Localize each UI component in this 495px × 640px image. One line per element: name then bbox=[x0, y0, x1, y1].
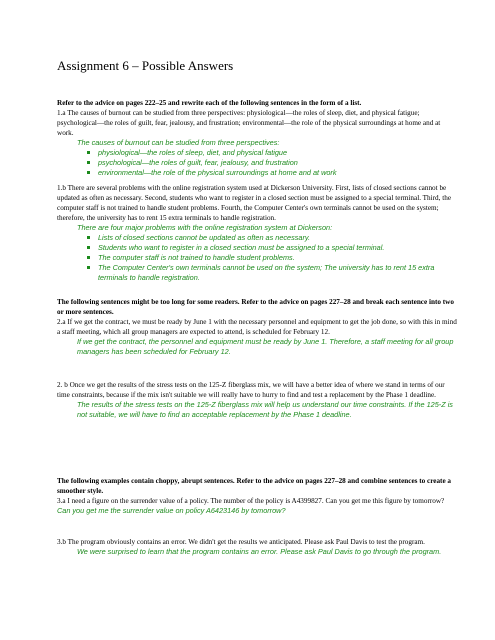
answer-3b: We were surprised to learn that the program contains an error. Please ask Paul Davis to go through the program. bbox=[77, 547, 442, 556]
list-item: Lists of closed sections cannot be updated as often as necessary. bbox=[98, 233, 457, 243]
question-3b: 3.b The program obviously contains an error. We didn't get the results we anticipated. Please ask Paul Davis to test the program. bbox=[57, 538, 425, 546]
answer-3a: Can you get me the surrender value on policy A6423146 by tomorrow? bbox=[57, 506, 286, 515]
question-3a: 3.a I need a figure on the surrender value of a policy. The number of the policy is A4399827. Can you get me this figure by tomorrow? bbox=[57, 497, 445, 505]
list-item: The computer staff is not trained to handle student problems. bbox=[98, 253, 457, 263]
section-1a bbox=[57, 98, 457, 178]
instruction-3: The following examples contain choppy, abrupt sentences. Refer to the advice on pages 227–28 and combine sentences to create a smoother style. bbox=[57, 477, 452, 495]
list-item: psychological—the roles of guilt, fear, jealousy, and frustration bbox=[98, 158, 457, 168]
question-2a: 2.a If we get the contract, we must be ready by June 1 with the necessary personnel and equipment to get the job done, so with this in mind a staff meeting, which all group managers are expected to attend, is scheduled for February 12. bbox=[57, 318, 457, 336]
list-item: The Computer Center's own terminals cannot be used on the system; The university has to rent 15 extra terminals to handle registration. bbox=[98, 263, 457, 283]
question-1a: 1.a The causes of burnout can be studied from three perspectives: physiological—the roles of sleep, diet, and physical fatigue; psychological—the roles of guilt, fear, jealousy, and frustration; environmental—the role of the physical surroundings at home and at work. bbox=[57, 109, 441, 137]
list-item: Students who want to register in a closed section must be assigned to a special terminal. bbox=[98, 243, 457, 253]
answer-2a: If we get the contract, the personnel and equipment must be ready by June 1. Therefore, a staff meeting for all group managers has been scheduled for February 12. bbox=[77, 337, 454, 356]
bullet-icon bbox=[87, 266, 90, 269]
bullet-icon bbox=[87, 246, 90, 249]
answer-1b-intro: There are four major problems with the online registration system at Dickerson: bbox=[77, 223, 333, 232]
bullet-icon bbox=[87, 151, 90, 154]
question-2b: 2. b Once we get the results of the stress tests on the 125-Z fiberglass mix, we will have a better idea of where we stand in terms of our time constraints, because if the mix isn't suitable we will really have to hurry to find and test a replacement by the Phase 1 deadline. bbox=[57, 381, 445, 399]
instruction-2: The following sentences might be too long for some readers. Refer to the advice on pages 227–28 and break each sentence into two or more sentences. bbox=[57, 298, 454, 316]
question-1b: 1.b There are several problems with the online registration system used at Dickerson University. First, lists of closed sections cannot be updated as often as necessary. Second, students who want to register in a closed section must be assigned to a special terminal. Third, the computer staff is not trained to handle student problems. Fourth, the Computer Center's own terminals cannot be used on the system; therefore, the university has to rent 15 extra terminals to handle registration. bbox=[57, 184, 452, 222]
bullet-icon bbox=[87, 171, 90, 174]
list-item: physiological—the roles of sleep, diet, and physical fatigue bbox=[98, 148, 457, 158]
section-2b bbox=[57, 380, 457, 420]
bullet-icon bbox=[87, 161, 90, 164]
section-3b bbox=[57, 537, 457, 557]
list-item: environmental—the role of the physical surroundings at home and at work bbox=[98, 168, 457, 178]
section-1b bbox=[57, 183, 457, 283]
page-title: Assignment 6 – Possible Answers bbox=[57, 58, 234, 73]
answer-1a-list bbox=[57, 148, 457, 178]
answer-1a-intro: The causes of burnout can be studied from three perspectives: bbox=[77, 138, 280, 147]
section-3 bbox=[57, 476, 457, 516]
bullet-icon bbox=[87, 256, 90, 259]
answer-1b-list bbox=[57, 233, 457, 283]
bullet-icon bbox=[87, 236, 90, 239]
instruction-1: Refer to the advice on pages 222–25 and rewrite each of the following sentences in the form of a list. bbox=[57, 99, 362, 107]
section-2 bbox=[57, 297, 457, 357]
answer-2b: The results of the stress tests on the 125-Z fiberglass mix will help us understand our time constraints. If the 125-Z is not suitable, we will have to find an acceptable replacement by the Phase 1 deadline. bbox=[77, 400, 453, 419]
